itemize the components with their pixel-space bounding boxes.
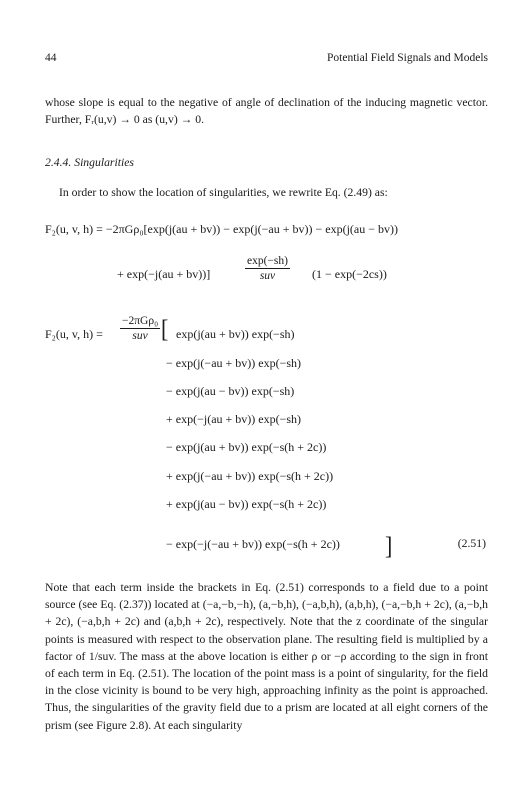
equation-prefactor xyxy=(120,315,160,342)
equation-line-1: F₂(u, v, h) = −2πGρ₀[exp(j(au + bv)) − exp(j(−au + bv)) − exp(j(au − bv)) xyxy=(45,222,399,236)
intro-paragraph: whose slope is equal to the negative of angle of declination of the inducing magnetic vector. Further, Fᵣ(u,v) → 0 as (u,v) → 0. xyxy=(45,96,488,127)
term-5: − exp(j(au + bv)) exp(−s(h + 2c)) xyxy=(166,440,327,454)
prefactor-denominator: suv xyxy=(132,330,148,342)
closing-paragraph: Note that each term inside the brackets in Eq. (2.51) corresponds to a field due to a point source (see Eq. (2.37)) located at (−a,−b,−h), (a,−b,h), (−a,b,h), (a,b,h), (−a,−b,h + 2c), (a,−b,h + 2c), (−a,b,h + 2c) and (a,b,h + 2c), respectively. Note that the z coordinate of the singular points is measured with respect to the observation plane. The resulting field is multiplied by a factor of 1/suv. The mass at the above location is either ρ or −ρ according to the sign in front of each term in Eq. (2.51). The location of the point mass is a point of singularity, for the field in the close vicinity is bound to be very high, approaching infinity as the point is approached. Thus, the singularities of the gravity field due to a prism are located at all eight corners of the prism (see Figure 2.8). At each singularity xyxy=(45,581,488,732)
term-7: + exp(j(au − bv)) exp(−s(h + 2c)) xyxy=(166,497,327,511)
equation-line-2-left: + exp(−j(au + bv))] xyxy=(117,267,211,281)
running-title: Potential Field Signals and Models xyxy=(327,52,488,64)
term-4: + exp(−j(au + bv)) exp(−sh) xyxy=(166,412,302,426)
fraction-numerator: exp(−sh) xyxy=(247,255,288,267)
lead-sentence: In order to show the location of singularities, we rewrite Eq. (2.49) as: xyxy=(59,186,388,199)
term-8: − exp(−j(−au + bv)) exp(−s(h + 2c)) xyxy=(166,537,340,551)
section-heading: 2.4.4. Singularities xyxy=(45,156,134,169)
term-1: exp(j(au + bv)) exp(−sh) xyxy=(176,327,295,341)
open-bracket: [ xyxy=(161,314,169,343)
equation-line-2-right: (1 − exp(−2cs)) xyxy=(312,267,387,281)
prefactor-numerator: −2πGρ₀ xyxy=(122,315,159,327)
page-number: 44 xyxy=(45,52,57,64)
equation-lhs: F₂(u, v, h) = xyxy=(45,327,103,341)
term-2: − exp(j(−au + bv)) exp(−sh) xyxy=(166,356,302,370)
equation-number: (2.51) xyxy=(457,537,486,550)
close-bracket: ] xyxy=(385,531,393,560)
fraction-denominator: suv xyxy=(259,270,276,282)
term-6: + exp(j(−au + bv)) exp(−s(h + 2c)) xyxy=(166,469,334,483)
equation-fraction xyxy=(245,255,290,282)
term-3: − exp(j(au − bv)) exp(−sh) xyxy=(166,384,295,398)
